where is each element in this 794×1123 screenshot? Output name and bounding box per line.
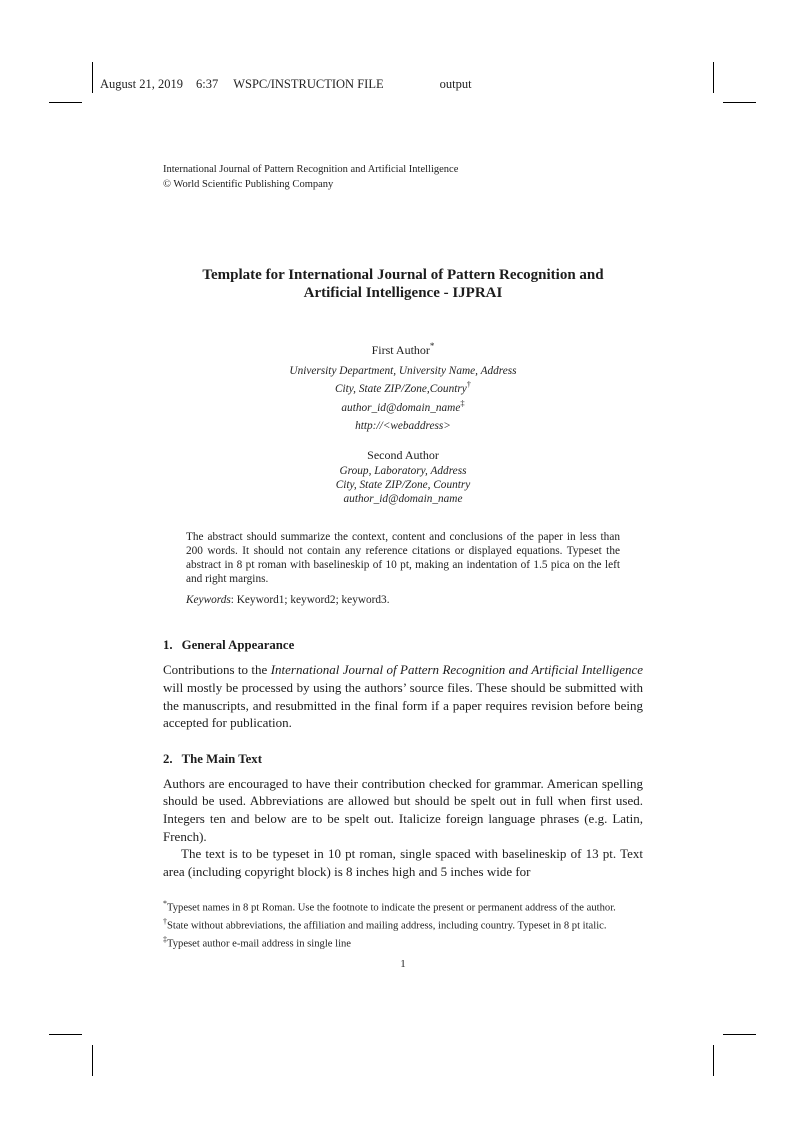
keywords-label: Keywords	[186, 594, 231, 607]
section-2-number: 2.	[163, 751, 173, 766]
affiliation-line-text: City, State ZIP/Zone,Country	[334, 383, 467, 396]
author-name-first	[163, 339, 643, 358]
author-second-affiliation	[163, 465, 643, 506]
section-2-title: The Main Text	[181, 751, 262, 766]
footnote-mark-asterisk: *	[163, 899, 167, 909]
header-file-label: WSPC/INSTRUCTION FILE	[233, 77, 384, 91]
header-time: 6:37	[196, 77, 219, 91]
author-name-second	[163, 448, 643, 463]
running-header	[100, 77, 472, 92]
trim-mark-bottom-right-vertical	[713, 1045, 714, 1076]
affiliation-line-text: author_id@domain_name	[343, 492, 463, 505]
page-number: 1	[400, 958, 406, 970]
affiliation-line	[163, 465, 643, 479]
footnote-text: Typeset names in 8 pt Roman. Use the footnote to indicate the present or permanent address of the author.	[167, 902, 616, 914]
trim-mark-top-right-vertical	[713, 62, 714, 93]
paper-title-line2: Artificial Intelligence - IJPRAI	[303, 285, 503, 301]
abstract-paragraph: The abstract should summarize the context, content and conclusions of the paper in less than 200 words. It should not contain any reference citations or displayed equations. Typeset the abstract in 8 pt roman with baselineskip of 10 pt, making an indentation of 1.5 pica on the left and right margins.	[186, 531, 620, 585]
footnote-mark-dagger: †	[163, 917, 167, 927]
section-1-paragraph-lead: Contributions to the	[163, 662, 271, 678]
journal-masthead	[163, 162, 643, 192]
section-2-paragraph-2: The text is to be typeset in 10 pt roman, single spaced with baselineskip of 13 pt. Text area (including copyright block) is 8 inches high and 5 inches wide for	[163, 846, 643, 879]
affiliation-line-text: City, State ZIP/Zone, Country	[335, 479, 471, 492]
section-1-number: 1.	[163, 638, 173, 653]
publisher-line: © World Scientific Publishing Company	[163, 179, 334, 190]
author-first-footnote-mark: *	[429, 341, 435, 351]
affiliation-line	[163, 378, 643, 396]
trim-mark-top-right-horizontal	[723, 102, 756, 103]
affiliation-line	[163, 479, 643, 493]
affiliation-line	[163, 493, 643, 507]
page-body	[163, 162, 644, 970]
trim-mark-top-left-horizontal	[49, 102, 82, 103]
author-first-affiliation	[163, 360, 643, 433]
footnote-double-dagger	[163, 933, 643, 951]
author-second-name-text: Second Author	[367, 448, 439, 463]
section-2-heading	[163, 751, 643, 768]
keywords-text: : Keyword1; keyword2; keyword3.	[230, 594, 390, 607]
affiliation-line-mark: ‡	[460, 397, 465, 408]
trim-mark-top-left-vertical	[92, 62, 93, 93]
paper-title-line1: Template for International Journal of Pattern Recognition and	[202, 267, 604, 283]
section-1-paragraph-rest: will mostly be processed by using the authors’ source files. These should be submitted with the manuscripts, and resubmitted in the final form if a paper requires revision before being accepted for publication.	[163, 680, 643, 731]
trim-mark-bottom-left-vertical	[92, 1045, 93, 1076]
trim-mark-bottom-right-horizontal	[723, 1034, 756, 1035]
footnote-text: Typeset author e-mail address in single line	[167, 938, 352, 950]
affiliation-line-text: author_id@domain_name	[341, 401, 461, 414]
affiliation-line-text: http://<webaddress>	[355, 419, 451, 432]
journal-name-line: International Journal of Pattern Recognition and Artificial Intelligence	[163, 164, 459, 175]
affiliation-line	[163, 397, 643, 415]
section-2-paragraph-1: Authors are encouraged to have their contribution checked for grammar. American spelling should be used. Abbreviations are allowed but should be spelt out in full when first used. Integers ten and below are to be spelt out. Italicize foreign language phrases (e.g. Latin, French).	[163, 775, 643, 844]
keywords-line	[186, 593, 620, 607]
footnote-dagger	[163, 915, 643, 933]
section-1-paragraph-journal-name: International Journal of Pattern Recognition and Artificial Intelligence	[270, 662, 644, 678]
affiliation-line-text: Group, Laboratory, Address	[339, 465, 467, 478]
paper-title	[163, 266, 643, 302]
footnote-mark-double-dagger: ‡	[163, 935, 167, 945]
affiliation-line-text: University Department, University Name, Address	[289, 364, 517, 377]
affiliation-line	[163, 360, 643, 378]
trim-mark-bottom-left-horizontal	[49, 1034, 82, 1035]
footnote-block	[163, 897, 643, 951]
author-first-name-text: First Author	[371, 343, 430, 357]
header-job-name: output	[439, 77, 472, 91]
section-1-title: General Appearance	[181, 638, 295, 653]
section-1-paragraph	[163, 661, 643, 731]
section-1-heading	[163, 637, 643, 654]
footnote-text: State without abbreviations, the affiliation and mailing address, including country. Typeset in 8 pt italic.	[167, 920, 607, 932]
footnote-asterisk	[163, 897, 643, 915]
affiliation-line	[163, 415, 643, 433]
affiliation-line-mark: †	[466, 379, 472, 390]
header-date: August 21, 2019	[100, 77, 183, 91]
